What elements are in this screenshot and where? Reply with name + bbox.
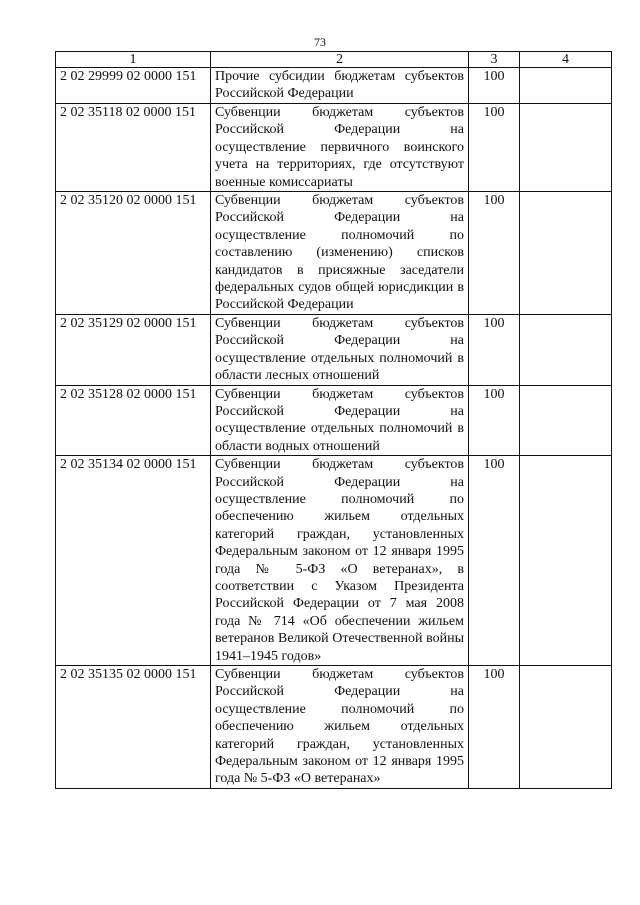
row-description: Субвенции бюджетам субъектов Российской Федерации на осуществление первичного воинского учета на территориях, где отсутствуют военные комиссариаты [211,104,469,192]
table-body [56,68,612,789]
row-col4 [520,314,612,385]
table-row [56,385,612,456]
row-value: 100 [469,68,520,104]
row-col4 [520,192,612,315]
header-col-2: 2 [211,52,469,68]
row-code: 2 02 29999 02 0000 151 [56,68,211,104]
table-row [56,68,612,104]
row-description: Субвенции бюджетам субъектов Российской Федерации на осуществление отдельных полномочий в области водных отношений [211,385,469,456]
row-value: 100 [469,385,520,456]
page-number: 73 [314,35,326,49]
budget-table [55,51,612,789]
table-row [56,104,612,192]
header-col-3: 3 [469,52,520,68]
header-col-1: 1 [56,52,211,68]
row-col4 [520,104,612,192]
row-description: Субвенции бюджетам субъектов Российской Федерации на осуществление полномочий по составлению (изменению) списков кандидатов в присяжные заседатели федеральных судов общей юрисдикции в Российской Федерации [211,192,469,315]
table-row [56,666,612,789]
row-col4 [520,385,612,456]
table-row [56,314,612,385]
row-description: Субвенции бюджетам субъектов Российской Федерации на осуществление полномочий по обеспечению жильем отдельных категорий граждан, установленных Федеральным законом от 12 января 1995 года № 5-ФЗ «О ветеранах» [211,666,469,789]
row-code: 2 02 35120 02 0000 151 [56,192,211,315]
table-header [56,52,612,68]
header-col-4: 4 [520,52,612,68]
row-col4 [520,68,612,104]
row-col4 [520,666,612,789]
row-value: 100 [469,456,520,666]
row-value: 100 [469,104,520,192]
row-col4 [520,456,612,666]
row-code: 2 02 35134 02 0000 151 [56,456,211,666]
row-value: 100 [469,314,520,385]
row-description: Прочие субсидии бюджетам субъектов Российской Федерации [211,68,469,104]
row-code: 2 02 35128 02 0000 151 [56,385,211,456]
row-code: 2 02 35135 02 0000 151 [56,666,211,789]
table-row [56,456,612,666]
row-value: 100 [469,666,520,789]
table-row [56,192,612,315]
row-code: 2 02 35118 02 0000 151 [56,104,211,192]
row-value: 100 [469,192,520,315]
row-description: Субвенции бюджетам субъектов Российской Федерации на осуществление отдельных полномочий в области лесных отношений [211,314,469,385]
header-row [56,52,612,68]
row-code: 2 02 35129 02 0000 151 [56,314,211,385]
row-description: Субвенции бюджетам субъектов Российской Федерации на осуществление полномочий по обеспечению жильем отдельных категорий граждан, установленных Федеральным законом от 12 января 1995 года № 5-ФЗ «О ветеранах», в соответствии с Указом Президента Российской Федерации от 7 мая 2008 года № 714 «Об обеспечении жильем ветеранов Великой Отечественной войны 1941–1945 годов» [211,456,469,666]
